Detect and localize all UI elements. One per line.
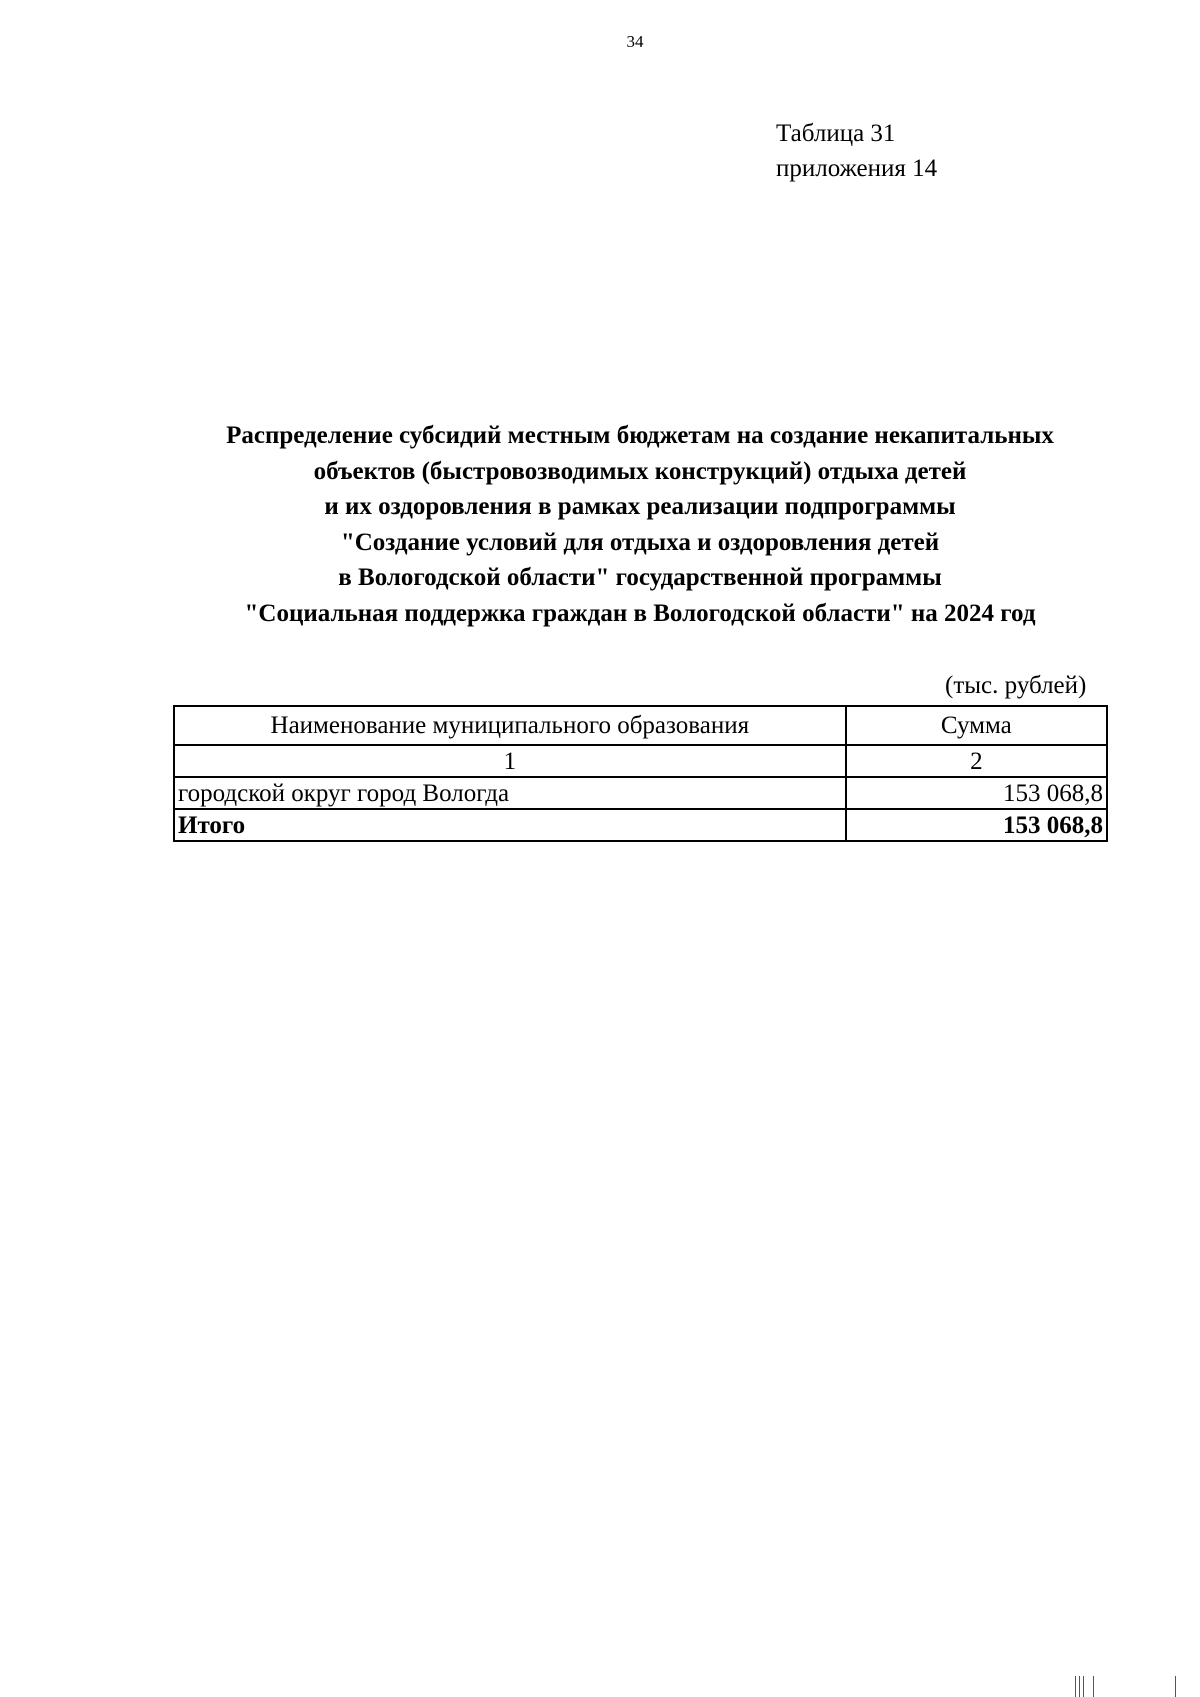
column-number-1: 1	[174, 745, 846, 777]
table-header-row	[174, 706, 1107, 745]
column-number-2: 2	[846, 745, 1107, 777]
title-line: и их оздоровления в рамках реализации подпрограммы	[324, 493, 956, 520]
table-reference-line-1: Таблица 31	[776, 120, 896, 147]
title-line: в Вологодской области" государственной программы	[338, 564, 942, 591]
header-name: Наименование муниципального образования	[174, 706, 846, 745]
title-line: "Создание условий для отдыха и оздоровления детей	[340, 528, 940, 556]
total-label: Итого	[174, 809, 846, 841]
row-sum: 153 068,8	[846, 777, 1107, 809]
row-name: городской округ город Вологда	[174, 777, 846, 809]
units-label: (тыс. рублей)	[945, 672, 1087, 699]
title-line: объектов (быстровозводимых конструкций) отдыха детей	[313, 457, 967, 485]
title-line: Распределение субсидий местным бюджетам на создание некапитальных	[226, 422, 1054, 449]
table-reference	[776, 116, 937, 186]
header-sum: Сумма	[846, 706, 1107, 745]
total-sum: 153 068,8	[846, 809, 1107, 841]
scan-edge-marks	[1075, 1676, 1185, 1697]
table-reference-line-2: приложения 14	[776, 155, 938, 182]
column-number-row	[174, 745, 1107, 777]
subsidy-table	[173, 705, 1108, 842]
total-row	[174, 809, 1107, 841]
document-title	[150, 418, 1130, 631]
page-number: 34	[626, 32, 644, 51]
table-row	[174, 777, 1107, 809]
title-line: "Социальная поддержка граждан в Вологодской области" на 2024 год	[244, 599, 1036, 627]
